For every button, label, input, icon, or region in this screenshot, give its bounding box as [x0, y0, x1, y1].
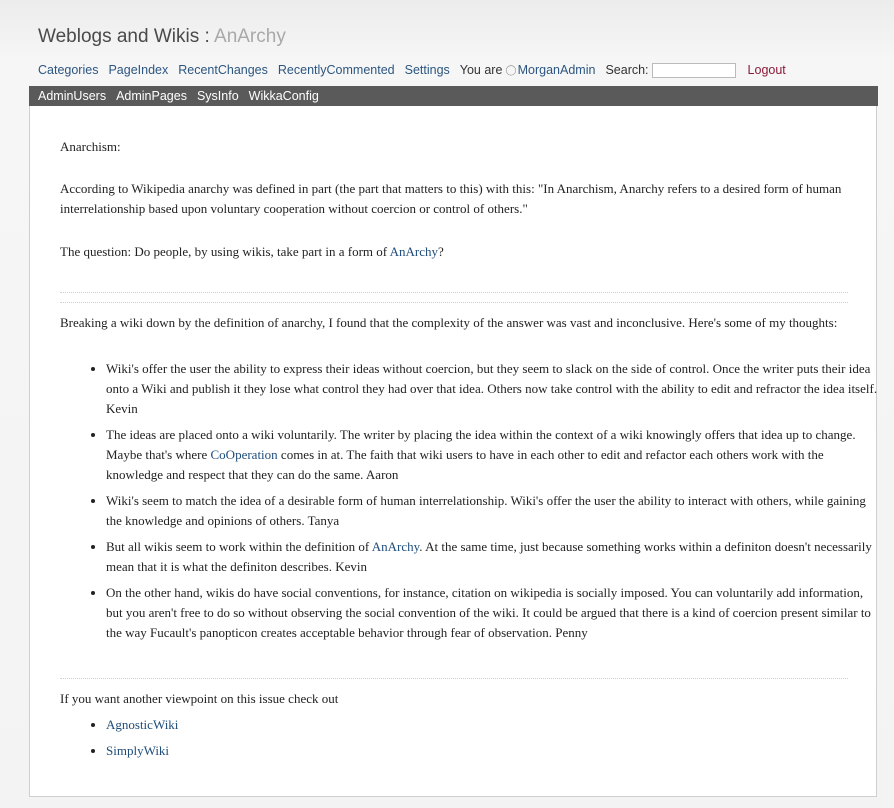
site-name: Weblogs and Wikis [38, 26, 200, 47]
thought-text: But all wikis seem to work within the definition of [106, 539, 372, 554]
nav-recentlycommented-link[interactable]: RecentlyCommented [277, 63, 395, 77]
nav-pageindex-link[interactable]: PageIndex [108, 63, 169, 77]
person-icon: ◯ [505, 65, 517, 76]
nav-categories-link[interactable]: Categories [38, 63, 99, 77]
related-links-list [76, 715, 878, 767]
search-input[interactable] [652, 63, 736, 78]
question-text: The question: Do people, by using wikis, take part in a form of [60, 244, 390, 259]
wikka-config-link[interactable]: WikkaConfig [248, 89, 319, 103]
logout-link[interactable]: Logout [747, 63, 786, 77]
divider [60, 292, 848, 293]
list-item: • Wiki's seem to match the idea of a desirable form of human interrelationship. Wiki's offer the user the ability to interact with others, while gaining the knowledge and opinions of others. Tanya [106, 491, 878, 531]
divider [60, 302, 848, 303]
anarchy-link[interactable]: AnArchy [371, 539, 420, 554]
thought-text: comes in at. The faith that wiki users to have in each other to edit and refactor each others work with the knowledge and respect that they can do the same. Aaron [106, 447, 824, 482]
list-item: • On the other hand, wikis do have social conventions, for instance, citation on wikipedia is socially imposed. You can voluntarily add information, but you aren't free to do so without observing the social convention of the wiki. It could be argued that there is a kind of coercion present similar to the way Fucault's panopticon creates acceptable behavior through fear of observation. Penny [106, 583, 878, 643]
intro-paragraph: Breaking a wiki down by the definition of anarchy, I found that the complexity of the answer was vast and inconclusive. Here's some of my thoughts: [60, 315, 838, 330]
list-item: • Wiki's offer the user the ability to express their ideas without coercion, but they seem to slack on the side of control. Once the writer puts their idea onto a Wiki and publish it they lose what control they had over that idea. Others now take control with the ability to edit and refractor the idea itself. Kevin [106, 359, 878, 419]
current-user [460, 63, 596, 77]
top-navigation [38, 62, 786, 78]
title-separator: : [199, 26, 215, 47]
question-paragraph [60, 242, 850, 262]
username-link[interactable]: MorganAdmin [517, 63, 596, 77]
list-item [106, 715, 878, 735]
section-heading: Anarchism: [60, 139, 121, 154]
definition-paragraph: According to Wikipedia anarchy was defined in part (the part that matters to this) with this: "In Anarchism, Anarchy refers to a desired form of human interrelationship based upon voluntary cooperation without coercion or control of others." [60, 181, 842, 216]
sysinfo-link[interactable]: SysInfo [196, 89, 239, 103]
list-item [106, 741, 878, 761]
viewpoint-paragraph: If you want another viewpoint on this issue check out [60, 691, 339, 706]
admin-bar [29, 86, 878, 106]
admin-users-link[interactable]: AdminUsers [38, 89, 107, 103]
nav-recentchanges-link[interactable]: RecentChanges [178, 63, 268, 77]
cooperation-link[interactable]: CoOperation [210, 447, 278, 462]
list-item [106, 537, 878, 577]
list-item [106, 425, 878, 485]
search-label: Search: [605, 63, 649, 77]
nav-settings-link[interactable]: Settings [404, 63, 450, 77]
anarchy-link[interactable]: AnArchy [389, 244, 439, 259]
agnosticwiki-link[interactable]: AgnosticWiki [106, 717, 179, 732]
site-title [38, 26, 286, 48]
thought-text: . At the same time, just because something works within a definiton doesn't necessarily mean that it is what the definiton describes. Kevin [106, 539, 872, 574]
admin-pages-link[interactable]: AdminPages [116, 89, 187, 103]
page-content [29, 106, 877, 797]
you-are-label: You are [459, 63, 503, 77]
thoughts-list [76, 359, 878, 649]
thought-text: The ideas are placed onto a wiki voluntarily. The writer by placing the idea within the context of a wiki knowingly offers that idea up to change. Maybe that's where [106, 427, 856, 462]
simplywiki-link[interactable]: SimplyWiki [106, 743, 170, 758]
divider [60, 678, 848, 679]
question-end: ? [438, 244, 444, 259]
page-name[interactable]: AnArchy [214, 26, 286, 47]
